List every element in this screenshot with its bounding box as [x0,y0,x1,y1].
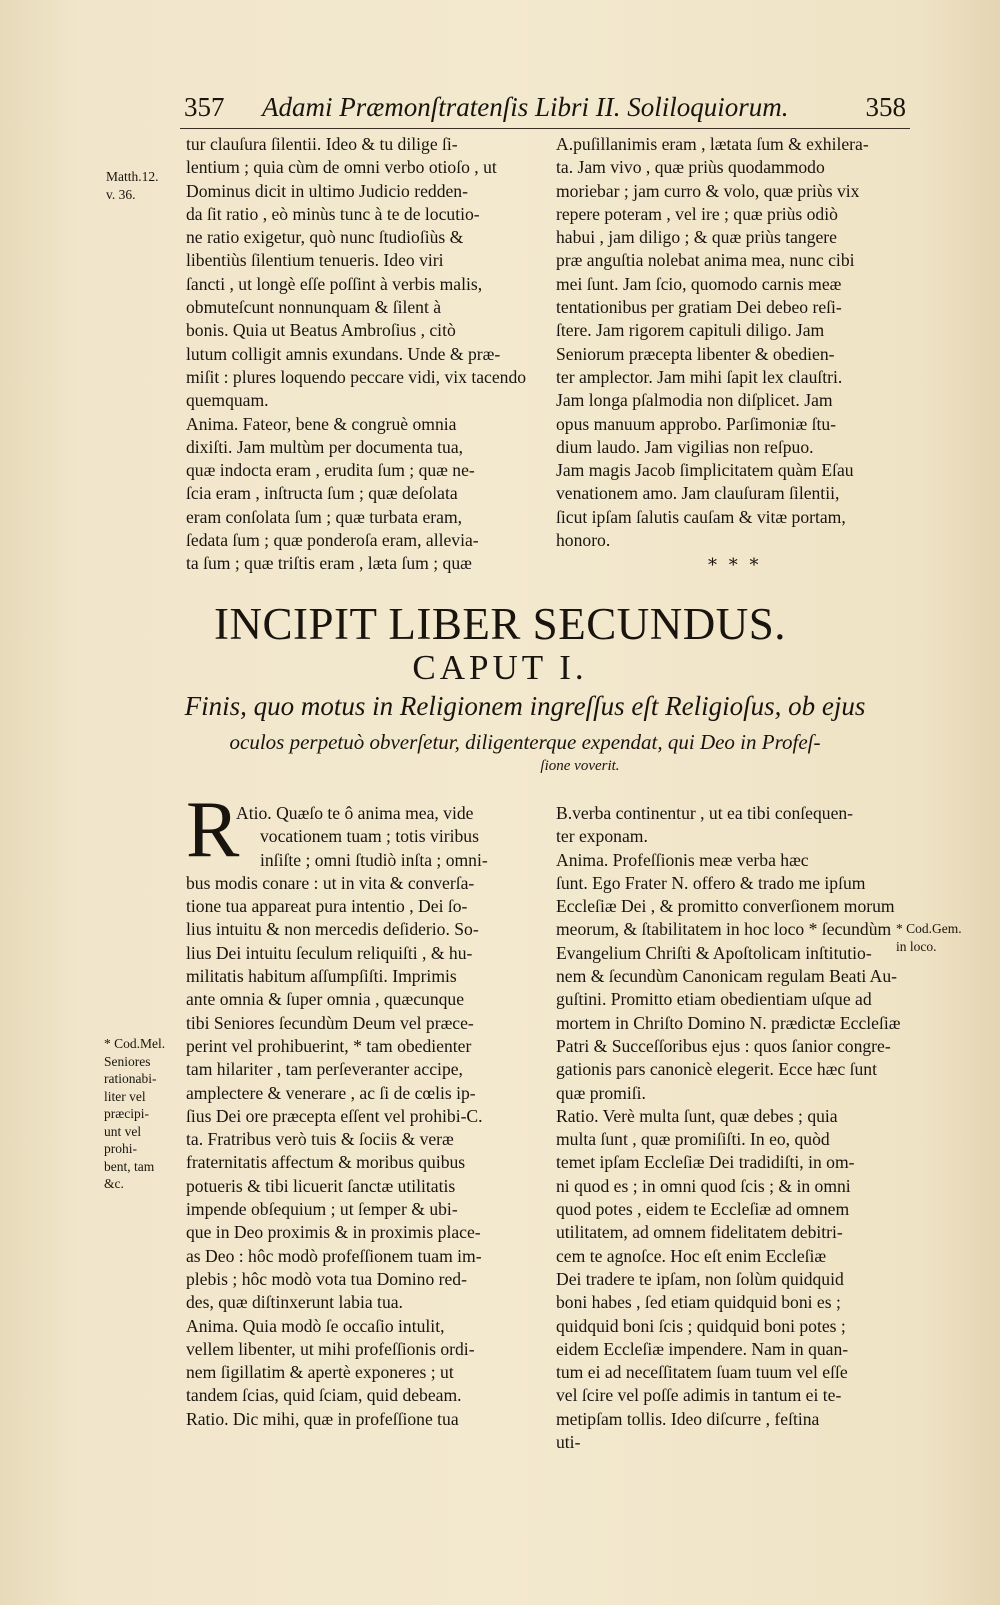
text-line: Jam longa pſalmodia non diſplicet. Jam [556,390,833,411]
text-line: ſicut ipſam ſalutis cauſam & vitæ portam, [556,506,846,527]
text-line: quæ promiſi. [556,1082,646,1103]
text-line: ta. Jam vivo , quæ priùs quodammodo [556,157,825,178]
text-line: bonis. Quia ut Beatus Ambroſius , citò [186,320,456,341]
text-line: ta ſum ; quæ triſtis eram , læta ſum ; quæ [186,553,472,574]
margin-note-cod-gem [896,920,962,955]
margin-note-cod-mel [104,1035,165,1193]
left-column-bottom [186,802,488,1431]
text-line: nem & ſecundùm Canonicam regulam Beati Au- [556,966,898,987]
text-line: præcipi- [104,1106,149,1121]
text-line: amplectere & venerare , ac ſi de cœlis ip- [186,1082,476,1103]
text-line: plebis ; hôc modò vota tua Domino red- [186,1268,467,1289]
text-line: lius Dei intuitu ſeculum reliquiſti , & hu- [186,942,473,963]
text-line: Seniorum præcepta libenter & obedien- [556,343,835,364]
text-line: Eccleſiæ Dei , & promitto converſionem morum [556,896,895,917]
text-line: Atio. Quæſo te ô anima mea, vide [236,803,474,823]
text-line: tur clauſura ſilentii. Ideo & tu dilige ſi- [186,134,458,154]
text-line: ter exponam. [556,826,648,847]
text-line: tandem ſcias, quid ſciam, quid debeam. [186,1385,462,1406]
text-line: opus manuum approbo. Parſimoniæ ſtu- [556,413,837,434]
text-line: unt vel [104,1123,142,1139]
text-line: ta. Fratribus verò tuis & ſociis & veræ [186,1129,454,1150]
text-line: lutum colligit amnis exundans. Unde & præ- [186,343,501,364]
section-ornament: * * * [708,555,762,576]
text-line: in loco. [896,938,937,954]
text-line: miſit : plures loquendo peccare vidi, vix tacendo [186,366,527,387]
right-column-bottom [556,802,901,1454]
text-line: Patri & Succeſſoribus ejus : quos ſanior congre- [556,1035,891,1056]
text-line: bent, tam [104,1158,155,1174]
text-line: Dominus dicit in ultimo Judicio redden- [186,180,468,201]
text-line: militatis habitum aſſumpſiſti. Imprimis [186,966,457,987]
text-line: perint vel prohibuerint, * tam obedienter [186,1035,472,1056]
running-title: Adami Præmonſtratenſis Libri II. Soliloquiorum. [262,92,789,122]
text-line: Anima. Fateor, bene & congruè omnia [186,413,457,434]
text-line: nem ſigillatim & apertè exponeres ; ut [186,1362,454,1383]
text-line: lius intuitu & non mercedis deſiderio. So- [186,919,479,940]
running-head [180,92,910,129]
text-line: mortem in Chriſto Domino N. prædictæ Eccleſiæ [556,1012,901,1033]
text-line: des, quæ diſtinxerunt labia tua. [186,1292,403,1313]
text-line: Matth.12. [106,169,159,184]
text-line: præ anguſtia nolebat anima mea, nunc cibi [556,250,855,271]
text-line: dium laudo. Jam vigilias non reſpuo. [556,436,814,457]
page-number-right: 358 [865,92,906,122]
text-line: tione tua appareat pura intentio , Dei ſo- [186,896,468,917]
text-line: quidquid boni ſcis ; quidquid boni potes ; [556,1315,846,1336]
text-line: eram conſolata ſum ; quæ turbata eram, [186,506,463,527]
text-line: * Cod.Mel. [104,1036,166,1051]
text-line: v. 36. [106,186,136,202]
text-line: ni quod es ; in omni quod ſcis ; & in omni [556,1175,851,1196]
text-line: * Cod.Gem. [896,921,962,936]
text-line: ter amplector. Jam mihi ſapit lex clauſtri. [556,366,843,387]
text-line: tum ei ad neceſſitatem ſuam tuum vel eſſe [556,1362,848,1383]
text-line: potueris & tibi licuerit ſanctæ utilitatis [186,1175,456,1196]
text-line: da ſit ratio , eò minùs tunc à te de locutio- [186,203,480,224]
right-column-top [556,133,869,552]
text-line: ante omnia & ſuper omnia , quæcunque [186,989,465,1010]
text-line: dixiſti. Jam multùm per documenta tua, [186,436,464,457]
text-line: moriebar ; jam curro & volo, quæ priùs vix [556,180,860,201]
text-line: Jam magis Jacob ſimplicitatem quàm Eſau [556,460,854,481]
text-line: utilitatem, ad omnem fidelitatem debitri- [556,1222,843,1243]
text-line: habui , jam diligo ; & quæ priùs tangere [556,227,837,248]
text-line: fraternitatis affectum & moribus quibus [186,1152,466,1173]
margin-note-matthew [106,168,159,203]
text-line: Anima. Quia modò ſe occaſio intulit, [186,1315,445,1336]
text-line: liter vel [104,1088,146,1104]
text-line: temet ipſam Eccleſiæ Dei tradidiſti, in om- [556,1152,855,1173]
chapter-title: CAPUT I. [412,648,588,687]
text-line: metipſam tollis. Ideo diſcurre , feſtina [556,1408,820,1429]
text-line: inſiſte ; omni ſtudiò inſta ; omni- [260,849,488,870]
text-line: as Deo : hôc modò profeſſionem tuam im- [186,1245,482,1266]
chapter-subtitle-line-2: oculos perpetuò obverſetur, diligenterque expendat, qui Deo in Profeſ- [229,730,821,754]
text-line: ſedata ſum ; quæ ponderoſa eram, allevia- [186,530,479,551]
chapter-subtitle-line-3: ſione voverit. [540,758,620,774]
text-line: vellem libenter, ut mihi profeſſionis ordi- [186,1338,475,1359]
text-line: honoro. [556,530,611,551]
drop-cap: R [186,786,240,874]
text-line: vocationem tuam ; totis viribus [260,826,479,847]
text-line: A.puſillanimis eram , lætata ſum & exhilera- [556,134,869,154]
text-line: Dei tradere te ipſam, non ſolùm quidquid [556,1268,844,1289]
text-line: cem te agnoſce. Hoc eſt enim Eccleſiæ [556,1245,827,1266]
left-column-top [186,133,526,576]
page-number-left: 357 [184,92,225,122]
text-line: lentium ; quia cùm de omni verbo otioſo , ut [186,157,497,178]
text-line: impende obſequium ; ut ſemper & ubi- [186,1199,458,1220]
text-line: &c. [104,1176,124,1191]
text-line: venationem amo. Jam clauſuram ſilentii, [556,483,840,504]
text-line: mei ſunt. Jam ſcio, quomodo carnis meæ [556,273,842,294]
text-line: guſtini. Promitto etiam obedientiam uſque ad [556,989,872,1010]
text-line: vel ſcire vel poſſe adimis in tantum ei te- [556,1385,842,1406]
text-line: quod potes , eidem te Eccleſiæ ad omnem [556,1199,850,1220]
text-line: Anima. Profeſſionis meæ verba hæc [556,849,809,870]
text-line: uti- [556,1432,581,1453]
text-line: ſcia eram , inſtructa ſum ; quæ deſolata [186,483,458,504]
text-line: quemquam. [186,390,269,411]
text-line: quæ indocta eram , erudita ſum ; quæ ne- [186,460,475,481]
text-line: libentiùs ſilentium tenueris. Ideo viri [186,250,444,271]
text-line: repere poteram , vel ire ; quæ priùs odiò [556,203,838,224]
text-line: ſancti , ut longè eſſe poſſint à verbis malis, [186,273,483,294]
text-line: ſunt. Ego Frater N. offero & trado me ipſum [556,872,866,893]
text-line: eidem Eccleſiæ impendere. Nam in quan- [556,1338,849,1359]
text-line: que in Deo proximis & in proximis place- [186,1222,481,1243]
text-line: boni habes , ſed etiam quidquid boni es ; [556,1292,841,1313]
text-line: B.verba continentur , ut ea tibi conſequen- [556,803,854,823]
text-line: meorum, & ſtabilitatem in hoc loco * ſecundùm [556,919,892,940]
text-line: Ratio. Verè multa ſunt, quæ debes ; quia [556,1105,838,1126]
book-title: INCIPIT LIBER SECUNDUS. [214,599,786,649]
text-line: tentationibus per gratiam Dei debeo reſi- [556,297,842,318]
chapter-subtitle-line-1: Finis, quo motus in Religionem ingreſſus eſt Religioſus, ob ejus [184,691,866,721]
text-line: prohi- [104,1141,137,1156]
text-line: rationabi- [104,1071,157,1086]
text-line: Evangelium Chriſti & Apoſtolicam inſtitutio- [556,942,872,963]
text-line: ſius Dei ore præcepta eſſent vel prohibi-C. [186,1105,483,1126]
text-line: obmuteſcunt nonnunquam & ſilent à [186,297,442,318]
text-line: multa ſunt , quæ promiſiſti. In eo, quòd [556,1129,830,1150]
text-line: gationis pars canonicè elegerit. Ecce hæc ſunt [556,1059,877,1080]
text-line: Seniores [104,1053,151,1069]
text-line: Ratio. Dic mihi, quæ in profeſſione tua [186,1408,459,1429]
text-line: tam hilariter , tam perſeveranter accipe, [186,1059,463,1080]
text-line: bus modis conare : ut in vita & converſa- [186,872,475,893]
text-line: ne ratio exigetur, quò nunc ſtudioſiùs & [186,227,464,248]
text-line: ſtere. Jam rigorem capituli diligo. Jam [556,320,825,341]
text-line: tibi Seniores ſecundùm Deum vel præce- [186,1012,474,1033]
